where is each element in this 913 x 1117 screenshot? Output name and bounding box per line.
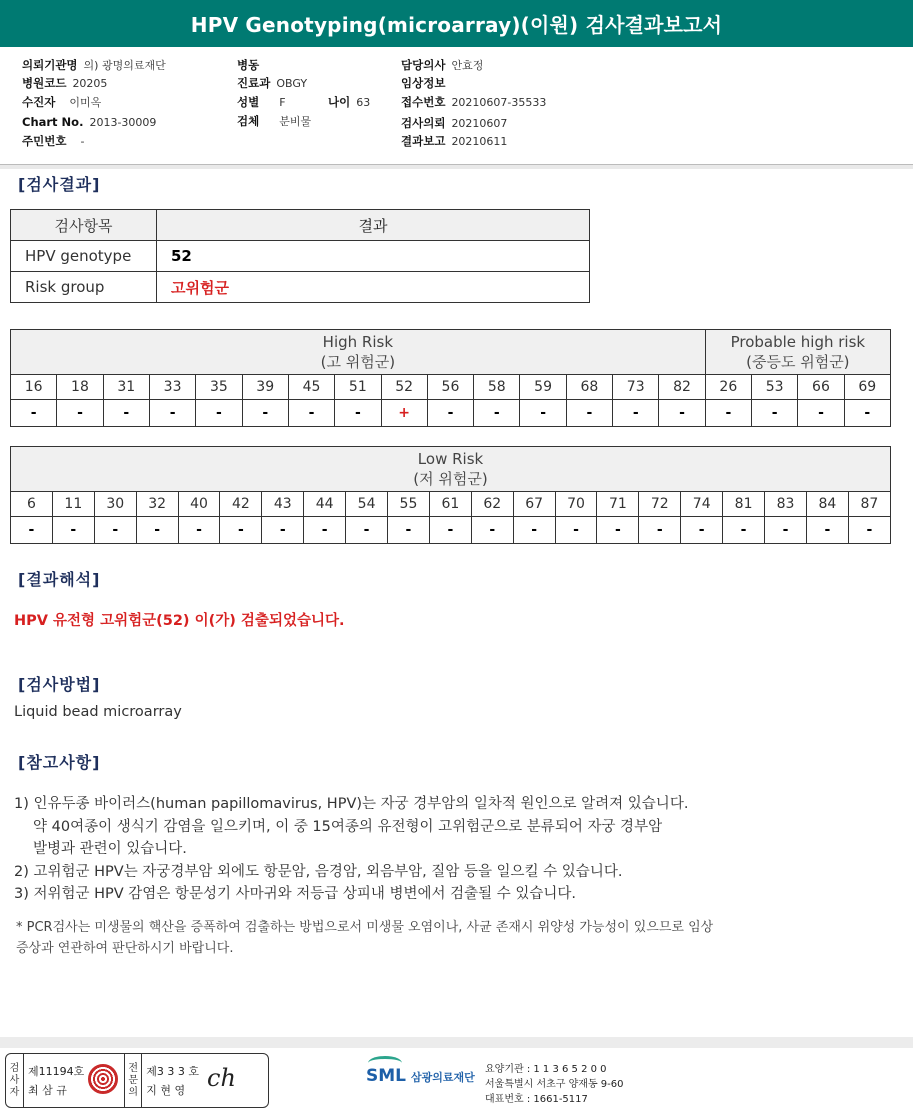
genotype-type-cell: 84 [806,492,848,517]
section-title-notes: [참고사항] [18,753,101,772]
row-label-genotype: HPV genotype [11,241,157,272]
genotype-type-cell: 52 [381,375,427,400]
table-row [11,241,590,272]
genotype-result-cell: - [639,517,681,544]
genotype-type-cell: 87 [848,492,890,517]
genotype-result-cell: - [178,517,220,544]
info-resident-no: 주민번호 - [22,134,85,148]
info-hospital-code: 병원코드 20205 [22,76,108,90]
section-title-method: [검사방법] [18,675,101,694]
genotype-type-cell: 74 [681,492,723,517]
genotype-result-cell: - [705,400,751,427]
genotype-result-cell: - [388,517,430,544]
genotype-type-cell: 66 [798,375,844,400]
genotype-type-cell: 72 [639,492,681,517]
info-age: 나이 63 [328,95,371,109]
inspector-name: 최 삼 규 [28,1084,67,1097]
genotype-result-cell: - [262,517,304,544]
genotype-result-cell: - [242,400,288,427]
method-text: Liquid bead microarray [14,704,182,720]
org-address: 서울특별시 서초구 양재동 9-60 [485,1079,624,1090]
note-line: 발병과 관련이 있습니다. [33,841,187,857]
signature-icon: ch [207,1064,236,1092]
col-header-item: 검사항목 [11,210,157,241]
info-specimen: 검체 분비물 [237,114,312,128]
genotype-type-cell: 39 [242,375,288,400]
genotype-type-cell: 58 [474,375,520,400]
genotype-result-cell: - [427,400,473,427]
note-line: 약 40여종이 생식기 감염을 일으키며, 이 중 15여종의 유전형이 고위험군으로 분류되어 자궁 경부암 [33,818,663,835]
genotype-type-cell: 32 [136,492,178,517]
org-phone: 대표번호 : 1661-5117 [485,1094,588,1105]
note-line: 3) 저위험군 HPV 감염은 항문성기 사마귀와 저등급 상피내 병변에서 검출될 수 있습니다. [14,886,576,902]
genotype-result-cell: - [57,400,103,427]
genotype-type-cell: 30 [94,492,136,517]
note-line: 1) 인유두종 바이러스(human papillomavirus, HPV)는 자궁 경부암의 일차적 원인으로 알려져 있습니다. [14,796,689,812]
signature-stamp [5,1053,269,1108]
genotype-type-cell: 81 [723,492,765,517]
genotype-type-cell: 35 [196,375,242,400]
genotype-result-cell: - [94,517,136,544]
genotype-result-cell: - [346,517,388,544]
genotype-type-cell: 82 [659,375,705,400]
report-title: HPV Genotyping(microarray)(이원) 검사결과보고서 [190,13,723,37]
genotype-result-cell: - [613,400,659,427]
genotype-type-cell: 68 [566,375,612,400]
genotype-result-cell: - [335,400,381,427]
genotype-type-cell: 67 [513,492,555,517]
patient-info [0,53,913,165]
genotype-type-cell: 45 [288,375,334,400]
genotype-result-cell: - [471,517,513,544]
interpretation-text: HPV 유전형 고위험군(52) 이(가) 검출되었습니다. [14,613,345,629]
genotype-result-cell: - [149,400,195,427]
specialist-name: 지 현 영 [146,1084,186,1097]
info-chart-no: Chart No. 2013-30009 [22,115,157,129]
genotype-result-cell: - [798,400,844,427]
result-table [10,209,590,303]
genotype-result-cell: - [11,400,57,427]
genotype-result-cell: - [429,517,471,544]
info-referring-institution: 의뢰기관명 의) 광명의료재단 [22,58,166,72]
col-header-result: 결과 [157,210,590,241]
high-risk-header: High Risk (고 위험군) [11,330,706,375]
genotype-type-cell: 83 [765,492,807,517]
section-title-result: [검사결과] [18,175,101,194]
low-risk-results-row [11,517,891,544]
genotype-result-cell: - [844,400,890,427]
high-risk-table [10,329,891,427]
genotype-type-cell: 26 [705,375,751,400]
genotype-type-cell: 61 [429,492,471,517]
genotype-result-cell: - [681,517,723,544]
genotype-type-cell: 59 [520,375,566,400]
genotype-type-cell: 6 [11,492,53,517]
org-code: 요양기관 : 1 1 3 6 5 2 0 0 [485,1064,607,1075]
genotype-result-cell: - [752,400,798,427]
footnote-line: * PCR검사는 미생물의 핵산을 증폭하여 검출하는 방법으로서 미생물 오염이나, 사균 존재시 위양성 가능성이 있으므로 임상 [16,920,714,935]
genotype-type-cell: 53 [752,375,798,400]
genotype-type-cell: 44 [304,492,346,517]
genotype-result-cell: - [513,517,555,544]
genotype-type-cell: 43 [262,492,304,517]
genotype-result-cell: - [765,517,807,544]
info-receipt-no: 접수번호 20210607-35533 [401,95,547,109]
genotype-type-cell: 55 [388,492,430,517]
org-info [485,1062,624,1107]
divider [0,165,913,169]
seal-icon [88,1064,118,1094]
genotype-result-cell: - [723,517,765,544]
specialist-vertical-label: 전 문 의 [124,1054,142,1107]
genotype-result-cell: - [597,517,639,544]
genotype-type-cell: 11 [52,492,94,517]
genotype-result-cell: - [304,517,346,544]
org-name: 삼광의료재단 [411,1071,475,1084]
genotype-result-cell: - [196,400,242,427]
genotype-result-cell: - [136,517,178,544]
genotype-type-cell: 70 [555,492,597,517]
high-risk-results-row [11,400,891,427]
specialist-license-no: 제3 3 3 호 [146,1065,199,1078]
genotype-result-cell: - [474,400,520,427]
low-risk-header: Low Risk (저 위험군) [11,447,891,492]
genotype-result-cell: - [220,517,262,544]
info-sex: 성별 F [237,95,286,109]
info-request-date: 검사의뢰 20210607 [401,116,508,130]
footnote-line: 증상과 연관하여 판단하시기 바랍니다. [16,941,234,956]
genotype-type-cell: 56 [427,375,473,400]
genotype-type-cell: 16 [11,375,57,400]
genotype-result-cell: - [11,517,53,544]
genotype-result-cell: - [566,400,612,427]
note-line: 2) 고위험군 HPV는 자궁경부암 외에도 항문암, 음경암, 외음부암, 질암 등을 일으킬 수 있습니다. [14,863,623,880]
logo-icon: SML [366,1060,406,1086]
genotype-result-cell: - [103,400,149,427]
genotype-type-cell: 42 [220,492,262,517]
info-physician: 담당의사 안효정 [401,58,484,72]
table-row [11,272,590,303]
genotype-result-cell: - [520,400,566,427]
result-table-header [11,210,590,241]
risk-group-value: 고위험군 [157,272,590,303]
inspector-info [24,1054,88,1107]
inspector-license-no: 제11194호 [28,1065,85,1078]
genotype-value: 52 [157,241,590,272]
genotype-type-cell: 73 [613,375,659,400]
low-risk-table [10,446,891,544]
genotype-type-cell: 33 [149,375,195,400]
genotype-result-cell: - [848,517,890,544]
genotype-result-cell: - [659,400,705,427]
report-header [0,0,913,47]
info-report-date: 결과보고 20210611 [401,134,508,148]
genotype-type-cell: 54 [346,492,388,517]
genotype-type-cell: 71 [597,492,639,517]
genotype-type-cell: 40 [178,492,220,517]
section-title-interpretation: [결과해석] [18,570,101,589]
genotype-result-cell: - [52,517,94,544]
row-label-risk-group: Risk group [11,272,157,303]
inspector-vertical-label: 검 사 자 [6,1054,24,1107]
genotype-result-cell: + [381,400,427,427]
probable-high-risk-header: Probable high risk (중등도 위험군) [705,330,890,375]
genotype-type-cell: 69 [844,375,890,400]
genotype-result-cell: - [555,517,597,544]
info-patient-name: 수진자 이미옥 [22,95,102,109]
footnote [16,917,713,959]
genotype-type-cell: 18 [57,375,103,400]
info-clinical-info: 임상정보 [401,76,446,90]
genotype-type-cell: 51 [335,375,381,400]
footer-divider [0,1037,913,1048]
specialist-info [142,1054,203,1107]
genotype-type-cell: 62 [471,492,513,517]
notes-list [14,793,688,906]
genotype-type-cell: 31 [103,375,149,400]
genotype-result-cell: - [806,517,848,544]
info-department: 진료과 OBGY [237,76,308,90]
high-risk-types-row [11,375,891,400]
low-risk-types-row [11,492,891,517]
info-ward: 병동 [237,58,260,72]
sml-logo [366,1060,475,1086]
genotype-result-cell: - [288,400,334,427]
